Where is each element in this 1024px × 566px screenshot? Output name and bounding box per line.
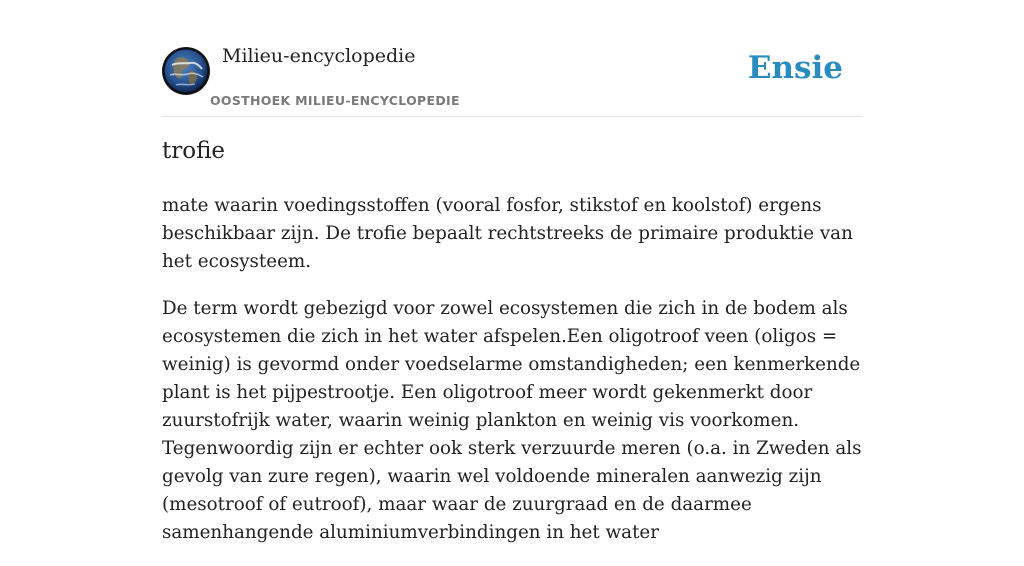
ensie-logo-link[interactable]: Ensie — [747, 50, 843, 86]
article-paragraph: mate waarin voedingsstoffen (vooral fosfor, stikstof en koolstof) ergens beschikbaar zijn. De trofie bepaalt rechtstreeks de primaire produktie van het ecosysteem. — [162, 195, 853, 272]
page-title: trofie — [162, 138, 226, 164]
site-header — [162, 44, 862, 117]
article-body — [162, 192, 862, 566]
site-name-link[interactable]: Milieu-encyclopedie — [222, 45, 416, 67]
earth-globe-icon[interactable] — [162, 47, 210, 95]
site-subtitle: OOSTHOEK MILIEU-ENCYCLOPEDIE — [210, 93, 460, 108]
article-paragraph: De term wordt gebezigd voor zowel ecosystemen die zich in de bodem als ecosystemen die zich in het water afspelen.Een oligotroof veen (oligos = weinig) is gevormd onder voedselarme omstandigheden; een kenmerkende plant is het pijpestrootje. Een oligotroof meer wordt gekenmerkt door zuurstofrijk water, waarin weinig plankton en weinig vis voorkomen. Tegenwoordig zijn er echter ook sterk verzuurde meren (o.a. in Zweden als gevolg van zure regen), waarin wel voldoende mineralen aanwezig zijn (mesotroof of eutroof), maar waar de zuurgraad en de daarmee samenhangende aluminiumverbindingen in het water — [162, 298, 862, 543]
